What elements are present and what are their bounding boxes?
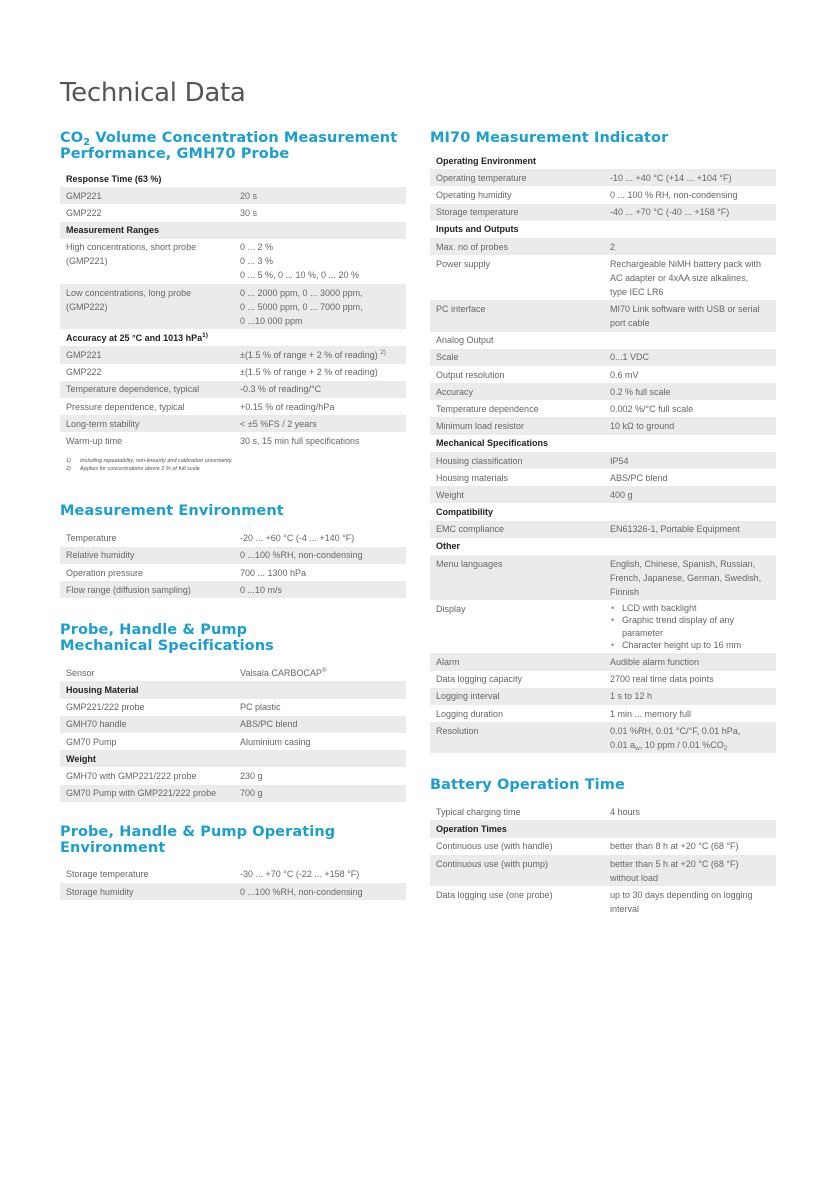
- table-row: Logging interval 1 s to 12 h: [430, 688, 776, 705]
- list-item: • LCD with backlight: [622, 602, 770, 615]
- table-row: Analog Output: [436, 335, 494, 346]
- table-row: Typical charging time 4 hours: [436, 806, 641, 817]
- footnote: 1) Including repeatability, non-linearity and calibration uncertainty.: [66, 458, 233, 465]
- table-row: Power supply Rechargeable NiMH battery pack with AC adapter or 4xAA size alkalines, type IEC LR6: [436, 258, 762, 297]
- footnotes: [60, 457, 406, 473]
- table-row: Weight 400 g: [430, 486, 776, 503]
- operating-table: [60, 866, 406, 900]
- table-row: Storage temperature -40 ... +70 °C (-40 ... +158 °F): [430, 204, 776, 221]
- co2-section-title: $CO_2$ Volume Concentration Measurement Performance, GMH70 Probe: [60, 130, 398, 162]
- subheader-row: Weight: [60, 750, 406, 767]
- list-item: • Character height up to 16 mm: [622, 639, 770, 652]
- table-row: Storage humidity 0 ...100 %RH, non-condensing: [60, 883, 406, 900]
- table-row: GMP221/222 probe PC plastic: [66, 702, 281, 713]
- table-row: Minimum load resistor 10 kΩ to ground: [430, 417, 776, 434]
- table-row: GMP221 20 s: [60, 187, 406, 204]
- table-row: Continuous use (with handle) better than 8 h at +20 °C (68 °F): [436, 841, 739, 852]
- table-row: Temperature dependence 0.002 %/°C full scale: [436, 403, 694, 414]
- co2-performance-section: [60, 130, 406, 473]
- table-row: GMP222 ±(1.5 % of range + 2 % of reading): [66, 367, 378, 378]
- table-row: Resolution 0.01 %RH, 0.01 °C/°F, 0.01 hPa, 0.01 $a_w$, 10 ppm / 0.01 $\%CO_2$: [430, 722, 776, 753]
- battery-section: [430, 777, 776, 917]
- right-column: [430, 130, 776, 917]
- table-row: Storage temperature -30 ... +70 °C (-22 ... +158 °F): [66, 869, 360, 880]
- subheader-row: Inputs and Outputs: [436, 224, 519, 235]
- table-row: Low concentrations, long probe (GMP222) 0 ... 2000 ppm, 0 ... 3000 ppm, 0 ... 5000 ppm, 0 ... 7000 ppm, 0 ...10 000 ppm: [60, 284, 406, 329]
- subheader-row: Accuracy at 25 °C and 1013 hPa$^{1)}$: [66, 331, 208, 343]
- table-row: Operation pressure 700 ... 1300 hPa: [66, 567, 307, 578]
- table-row: Relative humidity 0 ...100 %RH, non-condensing: [60, 547, 406, 564]
- table-row: Operating temperature -10 ... +40 °C (+14 ... +104 °F): [430, 169, 776, 186]
- left-column: [60, 130, 406, 900]
- table-row: Max. no of probes 2: [430, 238, 776, 255]
- mechanical-section: [60, 622, 406, 802]
- table-row: Sensor Vaisala CARBOCAP®: [66, 666, 327, 678]
- table-row: GM70 Pump Aluminium casing: [66, 736, 311, 747]
- table-row: EMC compliance EN61326-1, Portable Equipment: [430, 521, 776, 538]
- section-title: Measurement Environment: [60, 503, 284, 520]
- footnote: 2) Applies for concentrations above 2 % of full scale: [66, 466, 200, 473]
- section-title: Probe, Handle & Pump Mechanical Specifications: [60, 622, 274, 655]
- mi70-table: [430, 152, 776, 753]
- subheader-row: Operating Environment: [436, 155, 537, 166]
- table-row: Data logging capacity 2700 real time data points: [436, 674, 714, 685]
- table-row: Temperature dependence, typical -0.3 % of reading/°C: [60, 381, 406, 398]
- table-row: Pressure dependence, typical +0.15 % of reading/hPa: [66, 401, 335, 412]
- table-row: Display • LCD with backlight • Graphic trend display of any parameter • Character height up to 16 mm: [430, 600, 776, 653]
- table-row: Continuous use (with pump) better than 5 h at +20 °C (68 °F) without load: [430, 855, 776, 886]
- subheader-row: Housing Material: [60, 681, 406, 698]
- subheader-row: Mechanical Specifications: [436, 438, 549, 449]
- table-row: Data logging use (one probe) up to 30 days depending on logging interval: [436, 889, 753, 914]
- table-row: Warm-up time 30 s, 15 min full specifications: [66, 435, 360, 446]
- environment-table: [60, 529, 406, 598]
- table-row: Housing materials ABS/PC blend: [436, 472, 668, 483]
- table-row: Alarm Audible alarm function: [430, 653, 776, 670]
- list-item: • Graphic trend display of any parameter: [622, 614, 770, 639]
- subheader-row: Other: [436, 541, 461, 552]
- table-row: Temperature -20 ... +60 °C (-4 ... +140 °F): [66, 533, 355, 544]
- table-row: Logging duration 1 min ... memory full: [436, 708, 692, 719]
- table-row: Operating humidity 0 ... 100 % RH, non-condensing: [436, 190, 738, 201]
- table-row: Long-term stability < ±5 %FS / 2 years: [60, 415, 406, 432]
- section-title: MI70 Measurement Indicator: [430, 130, 669, 146]
- table-row: Output resolution 0.6 mV: [436, 369, 639, 380]
- table-row: GM70 Pump with GMP221/222 probe 700 g: [60, 785, 406, 802]
- table-row: Scale 0...1 VDC: [430, 349, 776, 366]
- co2-performance-table: [60, 170, 406, 449]
- subheader-row: Operation Times: [430, 820, 776, 837]
- table-row: GMH70 handle ABS/PC blend: [60, 716, 406, 733]
- operating-environment-section: [60, 824, 406, 900]
- table-row: Menu languages English, Chinese, Spanish, Russian, French, Japanese, German, Swedish, Finnish: [430, 555, 776, 600]
- battery-table: [430, 803, 776, 917]
- section-title: Battery Operation Time: [430, 777, 625, 794]
- table-row: High concentrations, short probe (GMP221) 0 ... 2 % 0 ... 3 % 0 ... 5 %, 0 ... 10 %, 0 ... 20 %: [66, 242, 360, 281]
- table-row: Housing classification IP54: [430, 452, 776, 469]
- table-row: GMH70 with GMP221/222 probe 230 g: [66, 771, 263, 781]
- table-row: Flow range (diffusion sampling) 0 ...10 m/s: [60, 581, 406, 598]
- page-title: Technical Data: [60, 78, 246, 108]
- display-features-list: [610, 602, 770, 652]
- mi70-section: [430, 130, 776, 753]
- table-row: GMP221 ±(1.5 % of range + 2 % of reading) $^{2)}$: [60, 346, 406, 363]
- subheader-row: Compatibility: [436, 507, 494, 518]
- subheader-row: Response Time (63 %): [66, 173, 162, 184]
- mechanical-table: [60, 664, 406, 802]
- table-row: GMP222 30 s: [66, 208, 258, 219]
- measurement-environment-section: [60, 503, 406, 598]
- section-title: Probe, Handle & Pump Operating Environment: [60, 823, 336, 856]
- subheader-row: Measurement Ranges: [60, 222, 406, 239]
- table-row: PC interface MI70 Link software with USB or serial port cable: [430, 300, 776, 331]
- table-row: Accuracy 0.2 % full scale: [430, 383, 776, 400]
